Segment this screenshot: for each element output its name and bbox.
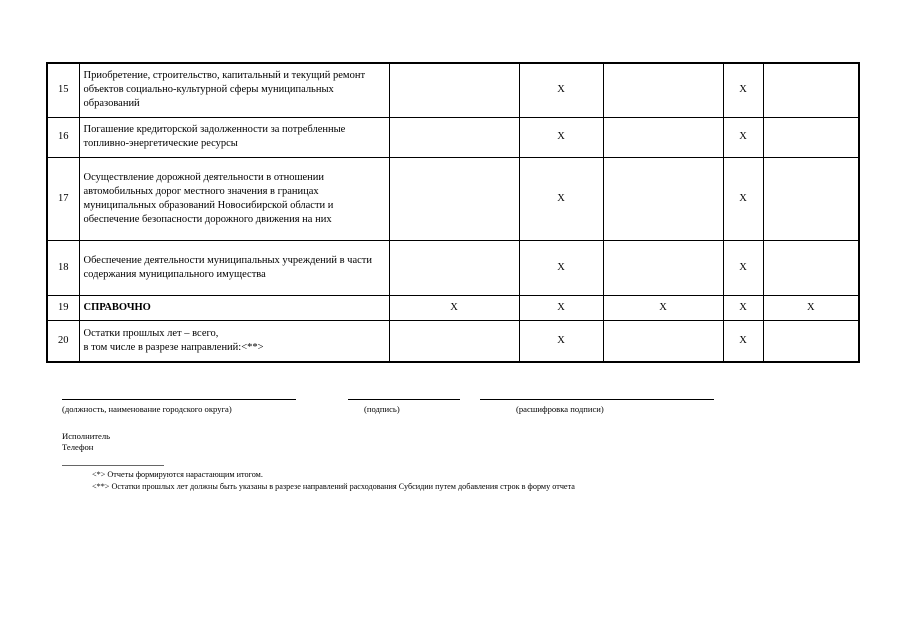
row-description-line: Остатки прошлых лет – всего, [83, 327, 219, 339]
row-number: 19 [47, 295, 79, 320]
table-row [47, 240, 859, 295]
cell: X [519, 63, 603, 117]
executor-label: Исполнитель [62, 431, 111, 441]
row-description: Погашение кредиторской задолженности за потребленные топливно-энергетические ресурсы [79, 117, 389, 157]
row-description-line: в том числе в разрезе направлений:<**> [83, 341, 264, 353]
cell [389, 320, 519, 362]
cell [763, 117, 859, 157]
row-description [79, 320, 389, 362]
table-row [47, 117, 859, 157]
cell: X [723, 157, 763, 240]
footnote-1: <*> Отчеты формируются нарастающим итогом. [92, 470, 263, 479]
cell: X [519, 295, 603, 320]
phone-label: Телефон [62, 442, 94, 452]
cell: X [603, 295, 723, 320]
sign-signature-line [348, 399, 460, 400]
cell [763, 240, 859, 295]
position-caption: (должность, наименование городского округа) [62, 404, 232, 414]
table-row [47, 320, 859, 362]
cell [389, 157, 519, 240]
cell: X [723, 240, 763, 295]
sign-caption: (подпись) [364, 404, 400, 414]
cell: X [763, 295, 859, 320]
cell [389, 63, 519, 117]
position-signature-line [62, 399, 296, 400]
cell [603, 157, 723, 240]
decode-caption: (расшифровка подписи) [516, 404, 604, 414]
report-table [46, 62, 860, 363]
cell: X [723, 320, 763, 362]
row-number: 16 [47, 117, 79, 157]
cell [389, 240, 519, 295]
table-row [47, 63, 859, 117]
cell: X [519, 320, 603, 362]
row-description: Приобретение, строительство, капитальный и текущий ремонт объектов социально-культурной сферы муниципальных образований [79, 63, 389, 117]
cell [763, 157, 859, 240]
cell: X [389, 295, 519, 320]
table-row [47, 295, 859, 320]
decode-signature-line [480, 399, 714, 400]
row-number: 18 [47, 240, 79, 295]
row-description: Обеспечение деятельности муниципальных учреждений в части содержания муниципального имущества [79, 240, 389, 295]
cell: X [519, 157, 603, 240]
cell: X [723, 63, 763, 117]
cell [603, 117, 723, 157]
cell [763, 63, 859, 117]
cell: X [519, 117, 603, 157]
row-number: 20 [47, 320, 79, 362]
cell: X [723, 117, 763, 157]
row-description: Осуществление дорожной деятельности в отношении автомобильных дорог местного значения в границах муниципальных образований Новосибирской области и обеспечение безопасности дорожного движения на них [79, 157, 389, 240]
row-number: 17 [47, 157, 79, 240]
cell: X [723, 295, 763, 320]
row-description: СПРАВОЧНО [79, 295, 389, 320]
cell [603, 320, 723, 362]
table-row [47, 157, 859, 240]
row-number: 15 [47, 63, 79, 117]
footnote-separator [62, 465, 164, 466]
cell: X [519, 240, 603, 295]
footnote-2: <**> Остатки прошлых лет должны быть указаны в разрезе направлений расходования Субсидии путем добавления строк в форму отчета [92, 482, 575, 491]
cell [389, 117, 519, 157]
cell [763, 320, 859, 362]
cell [603, 240, 723, 295]
cell [603, 63, 723, 117]
